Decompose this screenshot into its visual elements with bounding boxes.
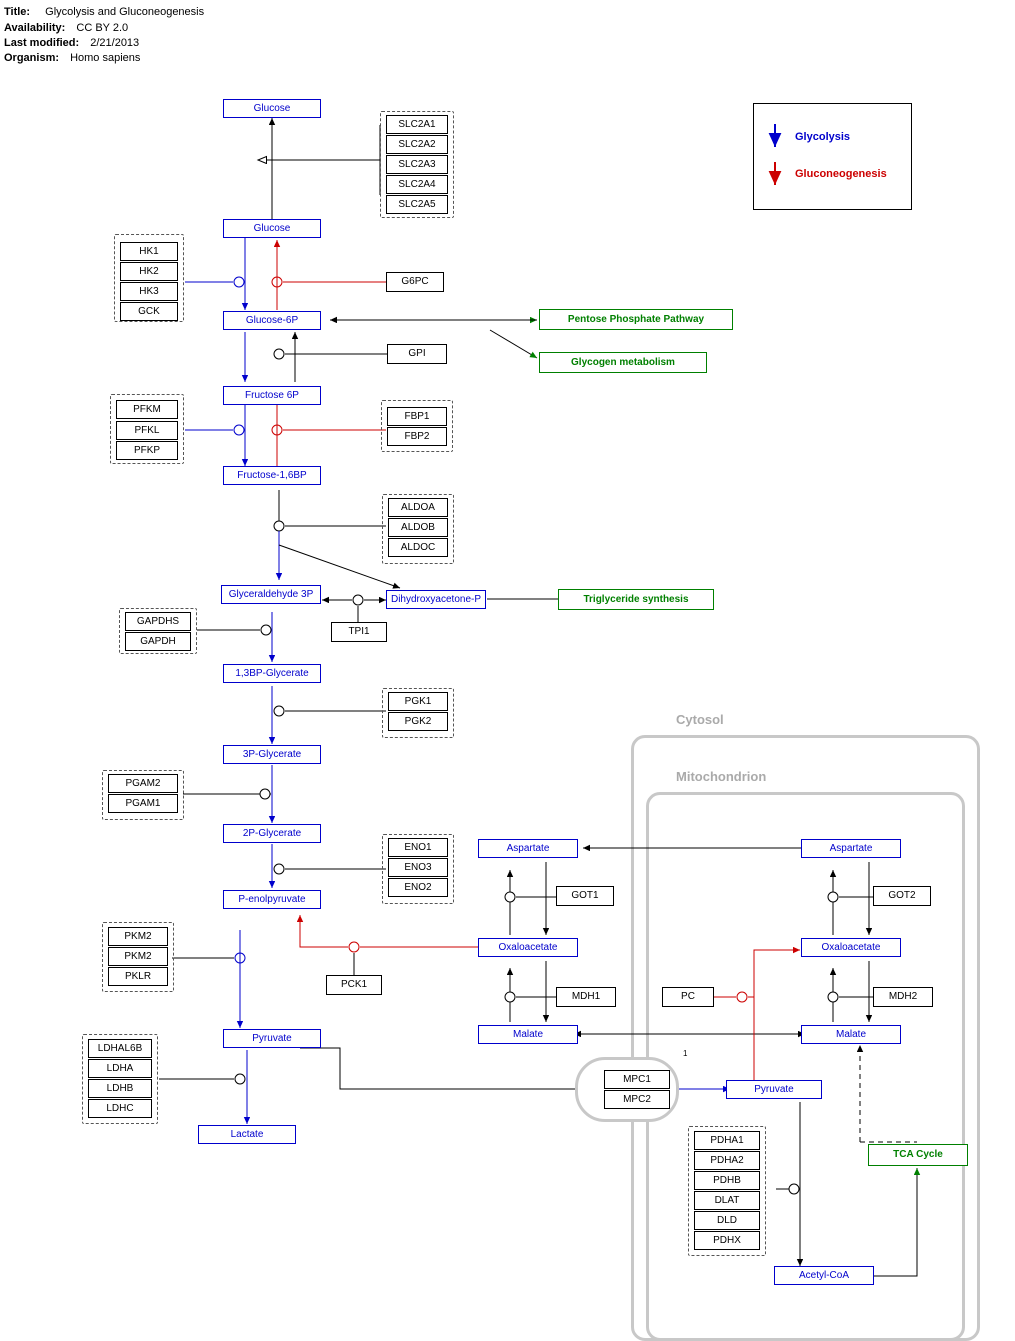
meta-last-modified: [4, 37, 139, 49]
gene-node-eno3[interactable]: ENO3: [388, 858, 448, 877]
gene-node-g6pc[interactable]: G6PC: [386, 272, 444, 292]
metabolite-malate-cytosol[interactable]: Malate: [478, 1025, 578, 1044]
compartment-label-cytosol: Cytosol: [676, 712, 724, 727]
compartment-mitochondrion: [646, 792, 965, 1341]
pathway-node-tca-cycle[interactable]: TCA Cycle: [868, 1144, 968, 1166]
metabolite-aspartate-mitochondrion[interactable]: Aspartate: [801, 839, 901, 858]
metabolite-malate-mitochondrion[interactable]: Malate: [801, 1025, 901, 1044]
gene-node-pc[interactable]: PC: [662, 987, 714, 1007]
gene-node-slc2a1[interactable]: SLC2A1: [386, 115, 448, 134]
meta-organism-key: Organism:: [4, 52, 60, 64]
legend-glycolysis-label: Glycolysis: [795, 131, 851, 143]
meta-availability-key: Availability:: [4, 22, 66, 34]
metabolite-glucose-extracellular[interactable]: Glucose: [223, 99, 321, 118]
gene-node-got2[interactable]: GOT2: [873, 886, 931, 906]
pathway-node-glycogen-metabolism[interactable]: Glycogen metabolism: [539, 352, 707, 373]
gene-node-dlat[interactable]: DLAT: [694, 1191, 760, 1210]
meta-availability-value: CC BY 2.0: [76, 22, 129, 34]
gene-node-gapdhs[interactable]: GAPDHS: [125, 612, 191, 631]
metabolite-2p-glycerate[interactable]: 2P-Glycerate: [223, 824, 321, 843]
gene-node-gck[interactable]: GCK: [120, 302, 178, 321]
gene-node-fbp2[interactable]: FBP2: [387, 427, 447, 446]
gene-node-pdhx[interactable]: PDHX: [694, 1231, 760, 1250]
gene-node-ldhc[interactable]: LDHC: [88, 1099, 152, 1118]
metabolite-3p-glycerate[interactable]: 3P-Glycerate: [223, 745, 321, 764]
gene-node-slc2a2[interactable]: SLC2A2: [386, 135, 448, 154]
gene-node-eno2[interactable]: ENO2: [388, 878, 448, 897]
meta-title-key: Title:: [4, 6, 31, 18]
gene-node-slc2a3[interactable]: SLC2A3: [386, 155, 448, 174]
gene-node-gpi[interactable]: GPI: [387, 344, 447, 364]
gene-node-eno1[interactable]: ENO1: [388, 838, 448, 857]
compartment-label-mitochondrion: Mitochondrion: [676, 769, 767, 784]
gene-node-pfkl[interactable]: PFKL: [116, 421, 178, 440]
gene-node-pklr[interactable]: PKLR: [108, 967, 168, 986]
metabolite-dihydroxyacetone-p[interactable]: Dihydroxyacetone-P: [386, 590, 486, 609]
metabolite-aspartate-cytosol[interactable]: Aspartate: [478, 839, 578, 858]
metabolite-glyceraldehyde-3p[interactable]: Glyceraldehyde 3P: [221, 585, 321, 604]
gene-node-pgk1[interactable]: PGK1: [388, 692, 448, 711]
gene-node-pkm2-b[interactable]: PKM2: [108, 947, 168, 966]
gene-node-hk3[interactable]: HK3: [120, 282, 178, 301]
metabolite-oxaloacetate-cytosol[interactable]: Oxaloacetate: [478, 938, 578, 957]
gene-node-mdh2[interactable]: MDH2: [873, 987, 933, 1007]
metabolite-fructose-6p[interactable]: Fructose 6P: [223, 386, 321, 405]
meta-availability: [4, 22, 128, 34]
gene-node-slc2a5[interactable]: SLC2A5: [386, 195, 448, 214]
gene-node-ldha[interactable]: LDHA: [88, 1059, 152, 1078]
gene-node-pdhb[interactable]: PDHB: [694, 1171, 760, 1190]
gene-node-slc2a4[interactable]: SLC2A4: [386, 175, 448, 194]
gene-node-pgk2[interactable]: PGK2: [388, 712, 448, 731]
gene-node-hk2[interactable]: HK2: [120, 262, 178, 281]
legend-box: [753, 103, 912, 210]
gene-node-pdha2[interactable]: PDHA2: [694, 1151, 760, 1170]
gene-node-mpc1[interactable]: MPC1: [604, 1070, 670, 1089]
legend-gluconeogenesis-label: Gluconeogenesis: [795, 168, 887, 180]
metabolite-lactate[interactable]: Lactate: [198, 1125, 296, 1144]
meta-organism-value: Homo sapiens: [70, 52, 141, 64]
metabolite-fructose-16bp[interactable]: Fructose-1,6BP: [223, 466, 321, 485]
gene-node-gapdh[interactable]: GAPDH: [125, 632, 191, 651]
gene-node-tpi1[interactable]: TPI1: [331, 622, 387, 642]
meta-organism: [4, 52, 140, 64]
gene-node-aldob[interactable]: ALDOB: [388, 518, 448, 537]
gene-node-hk1[interactable]: HK1: [120, 242, 178, 261]
metabolite-p-enolpyruvate[interactable]: P-enolpyruvate: [223, 890, 321, 909]
gene-node-mdh1[interactable]: MDH1: [556, 987, 616, 1007]
pathway-node-triglyceride-synthesis[interactable]: Triglyceride synthesis: [558, 589, 714, 610]
gene-node-pfkm[interactable]: PFKM: [116, 400, 178, 419]
metabolite-acetyl-coa[interactable]: Acetyl-CoA: [774, 1266, 874, 1285]
mpc-superscript: 1: [683, 1049, 688, 1058]
meta-title-value: Glycolysis and Gluconeogenesis: [45, 6, 205, 18]
gene-node-aldoa[interactable]: ALDOA: [388, 498, 448, 517]
metabolite-glucose-cytosol[interactable]: Glucose: [223, 219, 321, 238]
gene-node-aldoc[interactable]: ALDOC: [388, 538, 448, 557]
metabolite-pyruvate-cytosol[interactable]: Pyruvate: [223, 1029, 321, 1048]
meta-last-modified-key: Last modified:: [4, 37, 80, 49]
gene-node-dld[interactable]: DLD: [694, 1211, 760, 1230]
gene-node-mpc2[interactable]: MPC2: [604, 1090, 670, 1109]
gene-node-pgam1[interactable]: PGAM1: [108, 794, 178, 813]
gene-node-got1[interactable]: GOT1: [556, 886, 614, 906]
pathway-node-pentose-phosphate[interactable]: Pentose Phosphate Pathway: [539, 309, 733, 330]
meta-last-modified-value: 2/21/2013: [90, 37, 140, 49]
gene-node-pdha1[interactable]: PDHA1: [694, 1131, 760, 1150]
metabolite-pyruvate-mitochondrion[interactable]: Pyruvate: [726, 1080, 822, 1099]
gene-node-pfkp[interactable]: PFKP: [116, 441, 178, 460]
metabolite-13bp-glycerate[interactable]: 1,3BP-Glycerate: [223, 664, 321, 683]
gene-node-ldhb[interactable]: LDHB: [88, 1079, 152, 1098]
meta-title: [4, 6, 204, 18]
metabolite-glucose-6p[interactable]: Glucose-6P: [223, 311, 321, 330]
gene-node-pgam2[interactable]: PGAM2: [108, 774, 178, 793]
gene-node-pck1[interactable]: PCK1: [326, 975, 382, 995]
gene-node-fbp1[interactable]: FBP1: [387, 407, 447, 426]
gene-node-pkm2-a[interactable]: PKM2: [108, 927, 168, 946]
metabolite-oxaloacetate-mitochondrion[interactable]: Oxaloacetate: [801, 938, 901, 957]
gene-node-ldhal6b[interactable]: LDHAL6B: [88, 1039, 152, 1058]
